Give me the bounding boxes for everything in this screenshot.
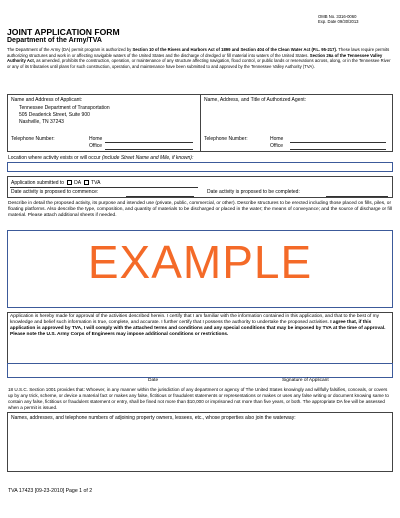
- applicant-phone-label: Telephone Number:: [11, 136, 55, 142]
- applicant-office-label: Office: [89, 143, 102, 149]
- section-divider: [200, 95, 201, 152]
- submission-section: [7, 176, 393, 198]
- location-label: [8, 155, 193, 161]
- adjoining-owners-section: [7, 412, 393, 472]
- submitted-to-text: Application submitted to: [11, 180, 65, 186]
- certification-agreement: I agree that, if this application is approved by TVA, I will comply with the attached terms and conditions and any special conditions that may be imposed by TVA at the time of approval. Please note the U.S. Army Corps of Engineers may impose additional conditions or restrictions.: [10, 320, 386, 338]
- agent-label: Name, Address, and Title of Authorized Agent:: [204, 97, 307, 103]
- agent-office-phone-field[interactable]: [290, 149, 386, 150]
- omb-number: OMB No. 3316-0060: [318, 14, 357, 19]
- certification-text: [10, 314, 391, 338]
- example-watermark: EXAMPLE: [87, 236, 313, 288]
- tva-option-label: TVA: [91, 180, 101, 186]
- commence-date-field[interactable]: [126, 196, 194, 197]
- form-title: JOINT APPLICATION FORM: [7, 27, 120, 37]
- agent-home-label: Home: [270, 136, 284, 142]
- applicant-label: Name and Address of Applicant:: [11, 97, 83, 103]
- completion-date-field[interactable]: [326, 196, 388, 197]
- signature-date-row[interactable]: [7, 363, 393, 378]
- tva-checkbox[interactable]: [84, 180, 89, 185]
- intro-bold-1: Section 10 of the Rivers and Harbors Act of 1899 and Section 404 of the Clean Water Act (P.L. 95-217).: [132, 47, 338, 52]
- intro-bold-2: Section 26a of the Tennessee Valley Authority Act,: [7, 52, 383, 64]
- intro-text-1: The Department of the Army (DA) permit program is authorized by: [7, 47, 133, 52]
- commence-date-label: Date activity is proposed to commence:: [11, 189, 99, 195]
- location-field[interactable]: [7, 162, 393, 172]
- location-label-text: Location where activity exists or will occur: [8, 155, 102, 161]
- da-option-label: DA: [74, 180, 82, 186]
- agent-phone-label: Telephone Number:: [204, 136, 248, 142]
- omb-block: [318, 14, 394, 25]
- adjoining-owners-field[interactable]: [10, 422, 390, 470]
- completion-date-label: Date activity is proposed to be completed:: [207, 189, 300, 195]
- submitted-to-label: [11, 180, 100, 186]
- applicant-line-2[interactable]: 505 Deaderick Street, Suite 900: [19, 112, 90, 118]
- expiration-date: Exp. Date 09/30/2013: [318, 19, 359, 25]
- applicant-line-3[interactable]: Nashville, TN 37243: [19, 119, 64, 125]
- da-checkbox[interactable]: [67, 180, 72, 185]
- applicant-home-label: Home: [89, 136, 103, 142]
- agent-office-label: Office: [270, 143, 283, 149]
- form-subtitle: Department of the Army/TVA: [7, 37, 102, 44]
- agent-home-phone-field[interactable]: [290, 142, 386, 143]
- certification-statement: Application is hereby made for approval of the activities described herein. I certify that I am familiar with the information contained in this application, and that to the best of my knowledge and belief such information is true, complete, and accurate. I further certify that I possess the authority to undertake the proposed activities.: [10, 314, 380, 326]
- describe-instructions: Describe in detail the proposed activity, its purpose and intended use (private, public, commercial, or other). Describe structures to be erected including those placed on fills, piles, or floating platforms. Also describe the type, composition, and quantity of materials to be discharged or placed in the water; the means of conveyance; and the source of discharge or fill material. Please attach additional sheets if needed.: [8, 201, 392, 219]
- form-footer: TVA 17423 [09-23-2010] Page 1 of 2: [8, 488, 93, 494]
- location-hint: (include Street Name and Mile, if known):: [101, 155, 194, 161]
- legal-notice: 18 U.S.C. Section 1001 provides that: Whoever, in any manner within the jurisdiction of any department or agency of The United States knowingly and willfully falsifies, conceals, or covers up by any trick, scheme, or device a material fact or makes any false, fictitious or fraudulent statements or representations or makes or uses any false writing or document knowing same to contain any false, fictitious or fraudulent statement or entry, shall be fined not more than $10,000 or imprisoned not more than five years, or both. The appropriate DA fee will be assessed when a permit is issued.: [8, 387, 389, 410]
- intro-paragraph: [7, 47, 393, 69]
- submission-divider: [10, 187, 198, 188]
- signature-caption: Signature of Applicant: [282, 378, 329, 383]
- applicant-agent-section: [7, 94, 393, 152]
- applicant-line-1[interactable]: Tennessee Department of Transportation: [19, 105, 110, 111]
- date-caption: Date: [148, 378, 159, 383]
- description-field[interactable]: [7, 230, 393, 308]
- intro-text-3: as amended, prohibits the construction, operation, or maintenance of any structure affecting navigation, flood control, or public lands or reservations across, along, or in the Tennessee River or any of its tributaries until plans for such construction, operation, and maintenance have been submitted to and approved by the Tennessee Valley Authority (TVA).: [7, 58, 391, 69]
- applicant-home-phone-field[interactable]: [105, 142, 193, 143]
- applicant-office-phone-field[interactable]: [105, 149, 193, 150]
- intro-text-2: These laws require permits authorizing structures and work in or affecting navigable waters of the United States and the discharge of dredged or fill material into waters of the United States.: [7, 47, 390, 58]
- adjoining-owners-label: Names, addresses, and telephone numbers of adjoining property owners, lessees, etc., whose properties also join the waterway:: [11, 415, 296, 421]
